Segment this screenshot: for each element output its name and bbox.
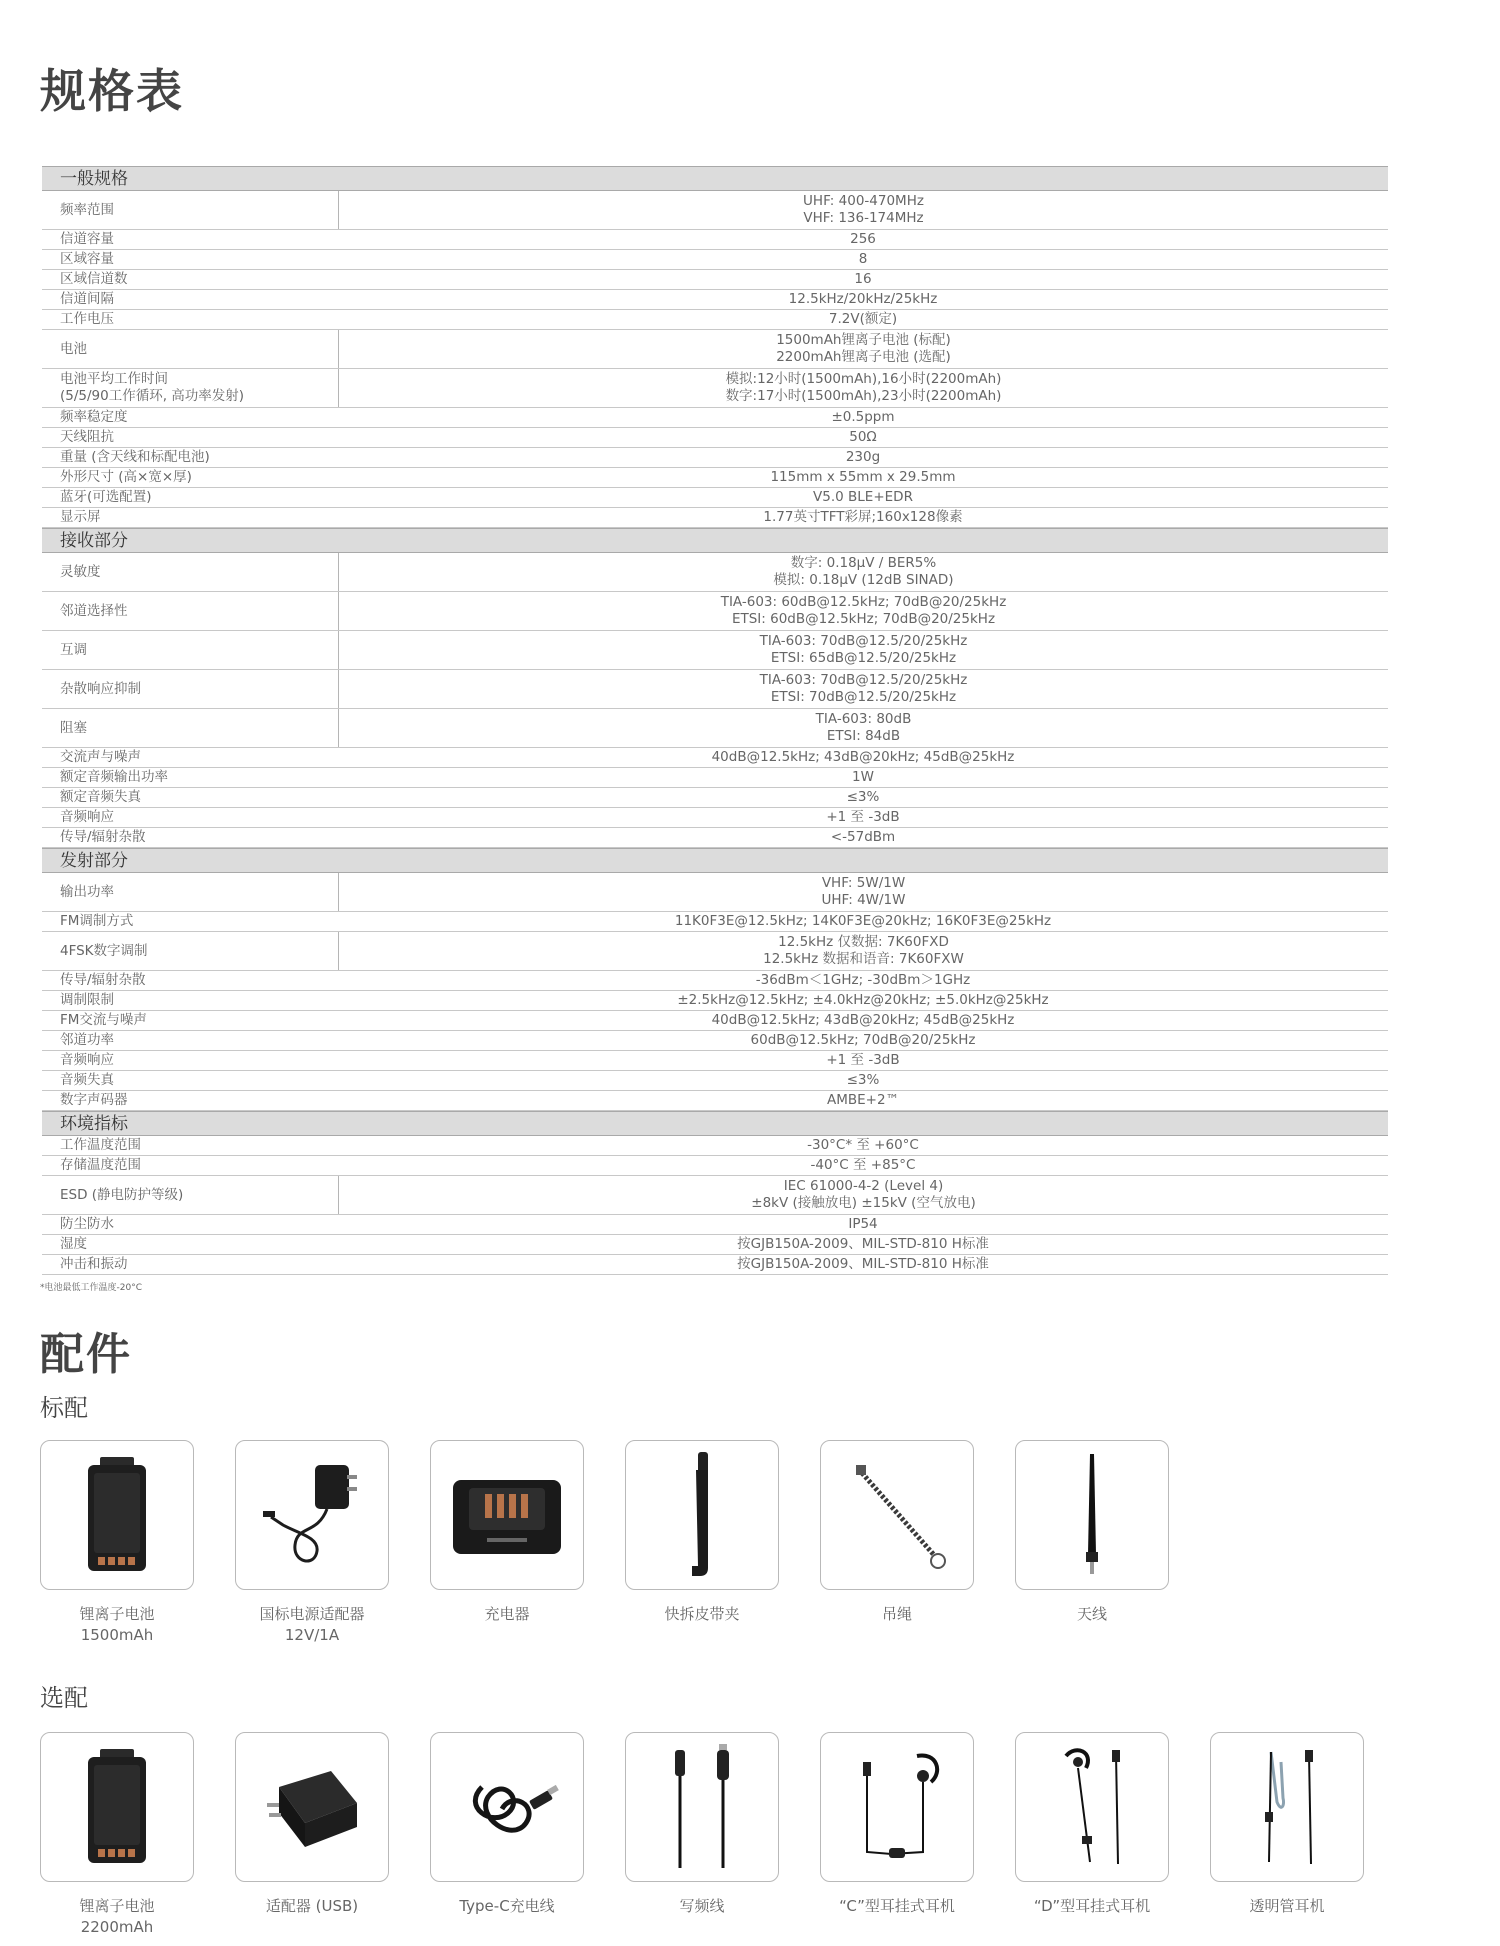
spec-label: 信道容量 [60, 231, 114, 247]
spec-row [42, 270, 1388, 290]
spec-label: 互调 [60, 641, 87, 658]
spec-value: 按GJB150A-2009、MIL-STD-810 H标准 [737, 1256, 989, 1272]
spec-label: 频率稳定度 [60, 409, 128, 425]
spec-row [42, 369, 1388, 408]
spec-value: 60dB@12.5kHz; 70dB@20/25kHz [750, 1032, 976, 1048]
spec-value: 1W [852, 769, 874, 785]
spec-row [42, 592, 1388, 631]
spec-label: 额定音频输出功率 [60, 769, 168, 785]
battery-icon [82, 1747, 152, 1867]
spec-row [42, 290, 1388, 310]
spec-row [42, 1215, 1388, 1235]
spec-row [42, 191, 1388, 230]
spec-label: 区域容量 [60, 251, 114, 267]
spec-label: 天线阻抗 [60, 429, 114, 445]
spec-row [42, 808, 1388, 828]
spec-row [42, 1071, 1388, 1091]
spec-value: 模拟:12小时(1500mAh),16小时(2200mAh) 数字:17小时(1500mAh),23小时(2200mAh) [338, 369, 1388, 407]
spec-row [42, 508, 1388, 528]
accessory-card [1210, 1732, 1364, 1882]
spec-row [42, 631, 1388, 670]
accessory-card [430, 1440, 584, 1590]
accessory-caption: Type-C充电线 [459, 1897, 555, 1915]
spec-value: -30°C* 至 +60°C [807, 1137, 919, 1153]
spec-label: 音频响应 [60, 809, 114, 825]
spec-row [42, 748, 1388, 768]
spec-value: ≤3% [846, 789, 880, 805]
accessory-card [235, 1732, 389, 1882]
spec-label: 数字声码器 [60, 1092, 128, 1108]
accessory-card [820, 1732, 974, 1882]
spec-value: VHF: 5W/1W UHF: 4W/1W [338, 873, 1388, 911]
spec-value: 1500mAh锂离子电池 (标配) 2200mAh锂离子电池 (选配) [338, 330, 1388, 368]
spec-label: 交流声与噪声 [60, 749, 141, 765]
spec-value: ≤3% [846, 1072, 880, 1088]
spec-value: TIA-603: 60dB@12.5kHz; 70dB@20/25kHz ETSI: 60dB@12.5kHz; 70dB@20/25kHz [338, 592, 1388, 630]
spec-value: AMBE+2™ [826, 1092, 900, 1108]
spec-row [42, 488, 1388, 508]
accessory-caption: 透明管耳机 [1249, 1897, 1325, 1915]
standard-title: 标配 [40, 1394, 88, 1422]
spec-row [42, 932, 1388, 971]
spec-value: -40°C 至 +85°C [810, 1157, 916, 1173]
spec-label: 信道间隔 [60, 291, 114, 307]
charger-icon [447, 1470, 567, 1560]
spec-value: TIA-603: 70dB@12.5/20/25kHz ETSI: 65dB@12.5/20/25kHz [338, 631, 1388, 669]
spec-row [42, 1091, 1388, 1111]
spec-value: 8 [858, 251, 868, 267]
accessory-card [235, 1440, 389, 1590]
spec-label: 冲击和振动 [60, 1256, 128, 1272]
accessory-card [40, 1440, 194, 1590]
spec-value: 按GJB150A-2009、MIL-STD-810 H标准 [737, 1236, 989, 1252]
spec-value: 40dB@12.5kHz; 43dB@20kHz; 45dB@25kHz [711, 749, 1015, 765]
accessory-caption: “C”型耳挂式耳机 [839, 1897, 955, 1915]
accessory-caption: 锂离子电池 1500mAh [79, 1605, 155, 1644]
spec-label: 存储温度范围 [60, 1157, 141, 1173]
spec-row [42, 448, 1388, 468]
spec-value: TIA-603: 70dB@12.5/20/25kHz ETSI: 70dB@12.5/20/25kHz [338, 670, 1388, 708]
accessory-caption: 吊绳 [881, 1605, 912, 1623]
spec-label: 邻道选择性 [60, 602, 128, 619]
optional-title: 选配 [40, 1684, 88, 1712]
spec-row [42, 788, 1388, 808]
spec-value: V5.0 BLE+EDR [813, 489, 913, 505]
accessory-caption: 快拆皮带夹 [664, 1605, 740, 1623]
spec-label: 邻道功率 [60, 1032, 114, 1048]
power-adapter-icon [257, 1455, 367, 1575]
spec-label: 蓝牙(可选配置) [60, 489, 152, 505]
spec-row [42, 991, 1388, 1011]
spec-label: FM调制方式 [60, 913, 134, 929]
accessory-caption: 适配器 (USB) [265, 1897, 359, 1915]
spec-label: 传导/辐射杂散 [60, 972, 146, 988]
spec-value: 数字: 0.18μV / BER5% 模拟: 0.18μV (12dB SINAD) [338, 553, 1388, 591]
section-header: 一般规格 [42, 166, 1388, 191]
spec-row [42, 1235, 1388, 1255]
spec-row [42, 709, 1388, 748]
spec-value: 50Ω [849, 429, 877, 445]
spec-label: 音频失真 [60, 1072, 114, 1088]
section-header: 接收部分 [42, 528, 1388, 553]
usb-cable-icon [452, 1757, 562, 1857]
accessory-card [625, 1732, 779, 1882]
spec-value: 16 [854, 271, 872, 287]
accessory-caption: 天线 [1076, 1605, 1107, 1623]
spec-value: ±0.5ppm [831, 409, 895, 425]
spec-row [42, 971, 1388, 991]
spec-row [42, 873, 1388, 912]
spec-label: 杂散响应抑制 [60, 680, 141, 697]
spec-label: 电池平均工作时间 (5/5/90工作循环, 高功率发射) [60, 371, 245, 404]
spec-row [42, 330, 1388, 369]
battery-icon [82, 1455, 152, 1575]
spec-label: 重量 (含天线和标配电池) [60, 449, 210, 465]
spec-label: 电池 [60, 340, 87, 357]
spec-label: 防尘防水 [60, 1216, 114, 1232]
spec-value: +1 至 -3dB [826, 1052, 900, 1068]
spec-row [42, 1011, 1388, 1031]
section-header: 环境指标 [42, 1111, 1388, 1136]
accessory-card [625, 1440, 779, 1590]
c-earpiece-icon [837, 1742, 957, 1872]
spec-value: <-57dBm [830, 829, 896, 845]
programming-cable-icon [647, 1742, 757, 1872]
spec-label: FM交流与噪声 [60, 1012, 147, 1028]
spec-value: 115mm x 55mm x 29.5mm [770, 469, 956, 485]
spec-label: 音频响应 [60, 1052, 114, 1068]
accessory-card [820, 1440, 974, 1590]
belt-clip-icon [682, 1450, 722, 1580]
spec-label: 湿度 [60, 1236, 87, 1252]
spec-row [42, 912, 1388, 932]
section-header: 发射部分 [42, 848, 1388, 873]
lanyard-icon [842, 1455, 952, 1575]
spec-value: 1.77英寸TFT彩屏;160x128像素 [763, 509, 963, 525]
d-earpiece-icon [1032, 1742, 1152, 1872]
spec-label: 外形尺寸 (高×宽×厚) [60, 469, 192, 485]
spec-row [42, 428, 1388, 448]
spec-label: 频率范围 [60, 201, 114, 218]
tube-earpiece-icon [1227, 1742, 1347, 1872]
spec-row [42, 553, 1388, 592]
spec-row [42, 768, 1388, 788]
spec-value: 256 [850, 231, 876, 247]
antenna-icon [1077, 1450, 1107, 1580]
spec-row [42, 1176, 1388, 1215]
spec-label: 阻塞 [60, 719, 87, 736]
spec-row [42, 670, 1388, 709]
accessory-card [40, 1732, 194, 1882]
spec-row [42, 1156, 1388, 1176]
spec-label: 工作温度范围 [60, 1137, 141, 1153]
spec-label: ESD (静电防护等级) [60, 1186, 184, 1203]
spec-label: 区域信道数 [60, 271, 128, 287]
spec-row [42, 1255, 1388, 1275]
accessory-card [1015, 1732, 1169, 1882]
spec-value: IP54 [848, 1216, 878, 1232]
accessory-card [430, 1732, 584, 1882]
usb-adapter-icon [257, 1757, 367, 1857]
spec-value: -36dBm＜1GHz; -30dBm＞1GHz [755, 972, 971, 988]
spec-row [42, 250, 1388, 270]
spec-value: TIA-603: 80dB ETSI: 84dB [338, 709, 1388, 747]
spec-label: 传导/辐射杂散 [60, 829, 146, 845]
spec-row [42, 1031, 1388, 1051]
spec-row [42, 1051, 1388, 1071]
accessory-caption: 写频线 [679, 1897, 725, 1915]
spec-row [42, 230, 1388, 250]
spec-row [42, 468, 1388, 488]
footnote: *电池最低工作温度-20°C [40, 1283, 142, 1293]
spec-label: 额定音频失真 [60, 789, 141, 805]
spec-row [42, 408, 1388, 428]
spec-value: 12.5kHz 仅数据: 7K60FXD 12.5kHz 数据和语音: 7K60FXW [338, 932, 1388, 970]
spec-label: 灵敏度 [60, 563, 101, 580]
spec-label: 工作电压 [60, 311, 114, 327]
spec-value: UHF: 400-470MHz VHF: 136-174MHz [338, 191, 1388, 229]
page-title: 规格表 [40, 64, 184, 118]
accessory-caption: 锂离子电池 2200mAh [79, 1897, 155, 1936]
spec-value: 12.5kHz/20kHz/25kHz [788, 291, 938, 307]
spec-value: 11K0F3E@12.5kHz; 14K0F3E@20kHz; 16K0F3E@25kHz [674, 913, 1052, 929]
spec-value: +1 至 -3dB [826, 809, 900, 825]
spec-value: ±2.5kHz@12.5kHz; ±4.0kHz@20kHz; ±5.0kHz@25kHz [677, 992, 1049, 1008]
spec-row [42, 310, 1388, 330]
spec-label: 显示屏 [60, 509, 101, 525]
accessory-caption: “D”型耳挂式耳机 [1033, 1897, 1151, 1915]
accessory-card [1015, 1440, 1169, 1590]
accessories-title: 配件 [40, 1329, 132, 1380]
accessory-caption: 国标电源适配器 12V/1A [259, 1605, 365, 1644]
spec-value: 7.2V(额定) [828, 311, 898, 327]
spec-label: 调制限制 [60, 992, 114, 1008]
spec-row [42, 828, 1388, 848]
spec-table [42, 166, 1388, 1275]
spec-label: 输出功率 [60, 883, 114, 900]
spec-value: 40dB@12.5kHz; 43dB@20kHz; 45dB@25kHz [711, 1012, 1015, 1028]
spec-value: 230g [845, 449, 881, 465]
spec-label: 4FSK数字调制 [60, 942, 148, 959]
accessory-caption: 充电器 [484, 1605, 530, 1623]
spec-value: IEC 61000-4-2 (Level 4) ±8kV (接触放电) ±15kV (空气放电) [338, 1176, 1388, 1214]
spec-row [42, 1136, 1388, 1156]
